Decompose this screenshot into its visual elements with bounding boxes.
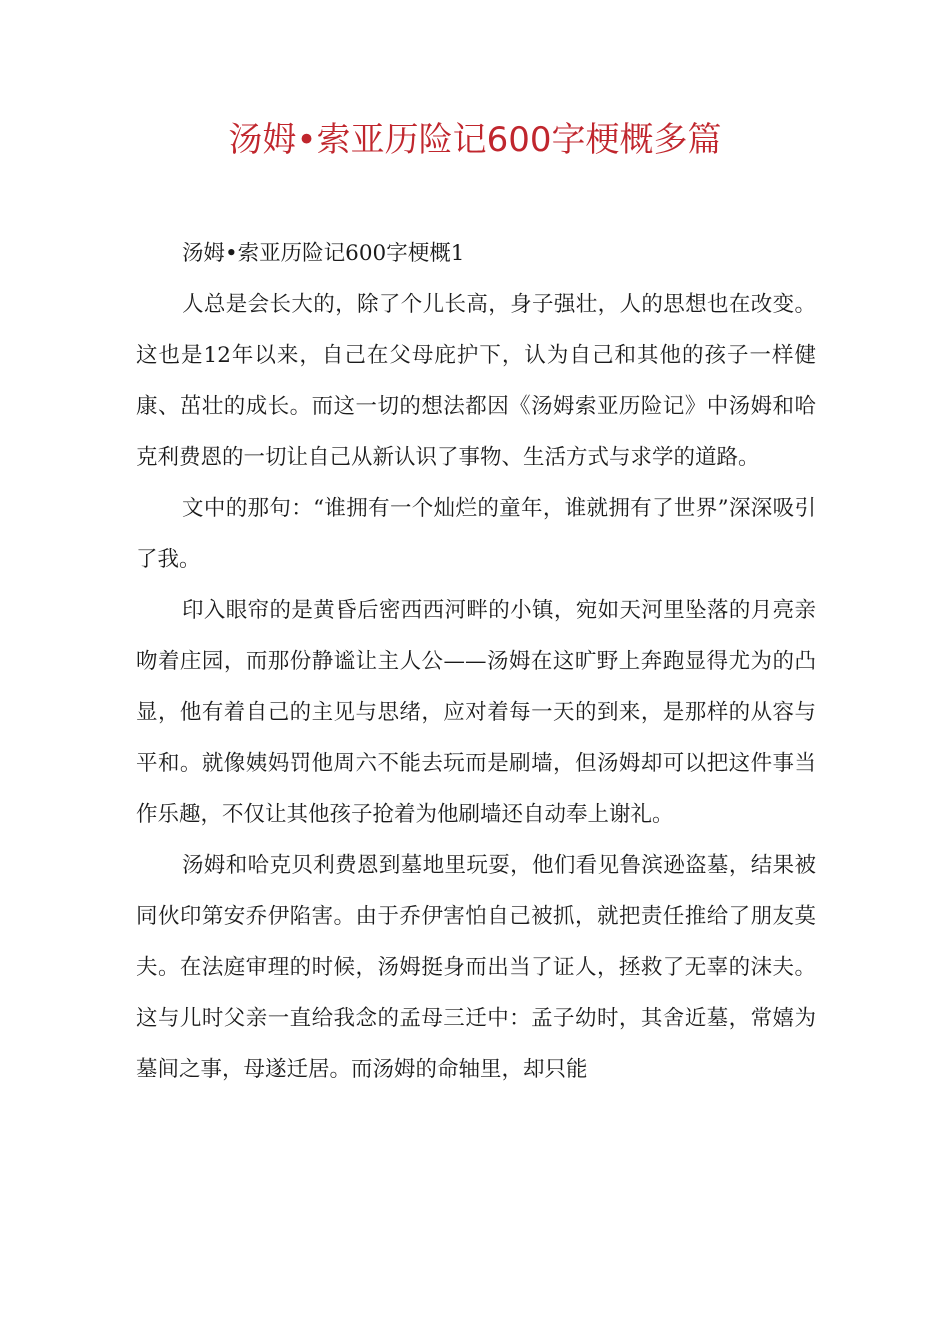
paragraph-4: 汤姆和哈克贝利费恩到墓地里玩耍，他们看见鲁滨逊盗墓，结果被同伙印第安乔伊陷害。由于乔伊害怕自己被抓，就把责任推给了朋友莫夫。在法庭审理的时候，汤姆挺身而出当了证人，拯救了无辜的沫夫。这与儿时父亲一直给我念的孟母三迁中：孟子幼时，其舍近墓，常嬉为墓间之事，母遂迁居。而汤姆的命轴里，却只能 bbox=[136, 853, 816, 1082]
document-title: 汤姆•索亚历险记600字梗概多篇 bbox=[228, 120, 722, 160]
section-heading: 汤姆•索亚历险记600字梗概1 bbox=[182, 241, 465, 266]
paragraph-3: 印入眼帘的是黄昏后密西西河畔的小镇，宛如天河里坠落的月亮亲吻着庄园，而那份静谧让主人公——汤姆在这旷野上奔跑显得尤为的凸显，他有着自己的主见与思绪，应对着每一天的到来，是那样的从容与平和。就像姨妈罚他周六不能去玩而是刷墙，但汤姆却可以把这件事当作乐趣，不仅让其他孩子抢着为他刷墙还自动奉上谢礼。 bbox=[136, 598, 816, 827]
paragraph-2: 文中的那句：“谁拥有一个灿烂的童年，谁就拥有了世界”深深吸引了我。 bbox=[136, 496, 816, 572]
paragraph-1: 人总是会长大的，除了个儿长高，身子强壮，人的思想也在改变。这也是12年以来，自己在父母庇护下，认为自己和其他的孩子一样健康、茁壮的成长。而这一切的想法都因《汤姆索亚历险记》中汤姆和哈克利费恩的一切让自己从新认识了事物、生活方式与求学的道路。 bbox=[136, 292, 816, 470]
document-body bbox=[136, 228, 816, 1095]
